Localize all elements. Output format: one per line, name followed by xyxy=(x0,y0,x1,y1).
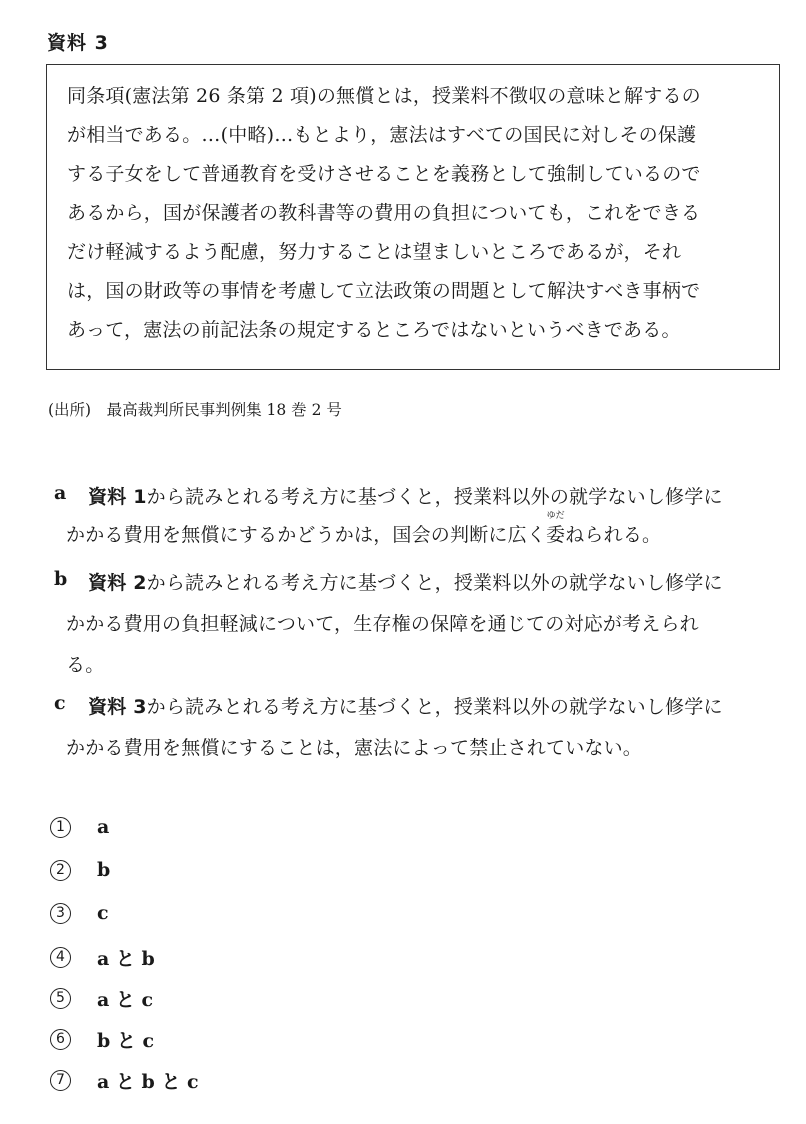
material-title: 資料 3 xyxy=(47,32,109,54)
statement-a-text: から読みとれる考え方に基づくと，授業料以外の就学ないし修学に xyxy=(146,486,723,508)
statement-b-line-3: る。 xyxy=(66,654,105,676)
statement-c-label: c xyxy=(54,692,66,714)
circled-number-icon: 2 xyxy=(50,860,71,881)
quote-line: だけ軽減するよう配慮，努力することは望ましいところであるが，それ xyxy=(67,241,682,263)
quote-line: が相当である。…(中略)…もとより，憲法はすべての国民に対しその保護 xyxy=(67,124,697,146)
statement-a-text: かかる費用を無償にするかどうかは，国会の判断に広く xyxy=(66,524,547,546)
circled-number-icon: 3 xyxy=(50,903,71,924)
circled-number-icon: 4 xyxy=(50,947,71,968)
statement-c-material-ref: 資料 3 xyxy=(88,696,147,718)
statement-a-material-ref: 資料 1 xyxy=(88,486,147,508)
choice-text: a と b xyxy=(97,948,155,970)
ruby-base: 委 xyxy=(546,524,566,546)
source-citation: (出所) 最高裁判所民事判例集 18 巻 2 号 xyxy=(48,401,342,419)
quote-box xyxy=(46,64,780,370)
ruby-reading: ゆだ xyxy=(546,511,565,521)
answer-choice-2[interactable] xyxy=(50,859,110,881)
quote-line: は，国の財政等の事情を考慮して立法政策の問題として解決すべき事柄で xyxy=(67,280,701,302)
statement-c-text: から読みとれる考え方に基づくと，授業料以外の就学ないし修学に xyxy=(146,696,723,718)
answer-choice-4[interactable] xyxy=(50,944,155,971)
statement-b-material-ref: 資料 2 xyxy=(88,572,147,594)
choice-text: b xyxy=(97,859,111,881)
quote-line: 同条項(憲法第 26 条第 2 項)の無償とは，授業料不徴収の意味と解するの xyxy=(67,85,701,107)
choice-text: c xyxy=(97,902,109,924)
answer-choice-5[interactable] xyxy=(50,985,153,1012)
answer-choice-7[interactable] xyxy=(50,1067,199,1094)
quote-line: あって，憲法の前記法条の規定するところではないというべきである。 xyxy=(67,319,681,341)
circled-number-icon: 1 xyxy=(50,817,71,838)
statement-a-text: ねられる。 xyxy=(565,524,662,546)
statement-c-line-2: かかる費用を無償にすることは，憲法によって禁止されていない。 xyxy=(66,737,643,759)
statement-b-line-1 xyxy=(88,568,723,595)
ruby-annotated-kanji xyxy=(546,511,566,547)
statement-b-text: から読みとれる考え方に基づくと，授業料以外の就学ないし修学に xyxy=(146,572,723,594)
answer-choice-3[interactable] xyxy=(50,902,109,924)
quote-line: する子女をして普通教育を受けさせることを義務として強制しているので xyxy=(67,163,701,185)
statement-b-line-2: かかる費用の負担軽減について，生存権の保障を通じての対応が考えられ xyxy=(66,613,699,635)
statement-a-line-2 xyxy=(66,511,662,547)
choice-text: a と c xyxy=(97,989,154,1011)
choice-text: a と b と c xyxy=(97,1071,199,1093)
choice-text: a xyxy=(97,816,110,838)
statement-c-line-1 xyxy=(88,692,723,719)
circled-number-icon: 5 xyxy=(50,988,71,1009)
circled-number-icon: 6 xyxy=(50,1029,71,1050)
choice-text: b と c xyxy=(97,1030,155,1052)
circled-number-icon: 7 xyxy=(50,1070,71,1091)
quote-line: あるから，国が保護者の教科書等の費用の負担についても，これをできる xyxy=(67,202,701,224)
statement-a-line-1 xyxy=(88,482,723,509)
statement-a-label: a xyxy=(54,482,67,504)
answer-choice-6[interactable] xyxy=(50,1026,154,1053)
answer-choice-1[interactable] xyxy=(50,816,109,838)
statement-b-label: b xyxy=(54,568,68,590)
